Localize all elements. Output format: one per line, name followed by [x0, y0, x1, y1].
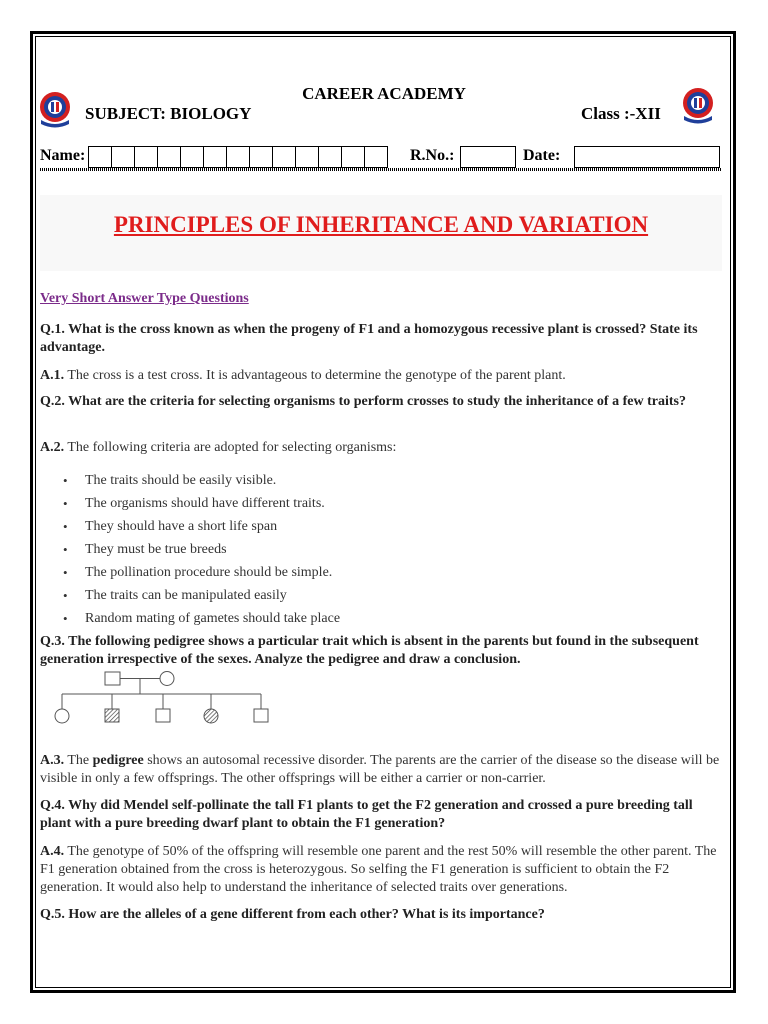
- child-female-unaffected: [55, 709, 69, 723]
- name-box[interactable]: [134, 146, 158, 168]
- name-box[interactable]: [318, 146, 342, 168]
- list-item: • They should have a short life span: [85, 518, 725, 541]
- list-item: • Random mating of gametes should take place: [85, 610, 725, 633]
- answer-3: [40, 752, 720, 788]
- child-male-affected: [105, 709, 119, 722]
- name-box[interactable]: [272, 146, 296, 168]
- answer-2: [40, 439, 720, 457]
- criteria-list: [40, 472, 725, 633]
- name-box[interactable]: [180, 146, 204, 168]
- answer-3-keyword: pedigree: [92, 753, 144, 768]
- question-2: Q.2. What are the criteria for selecting organisms to perform crosses to study the inheritance of a few traits?: [40, 394, 686, 409]
- rno-label: R.No.:: [410, 147, 455, 164]
- pedigree-diagram: [48, 668, 278, 726]
- answer-2-label: A.2.: [40, 440, 65, 455]
- question-5: Q.5. How are the alleles of a gene different from each other? What is its importance?: [40, 907, 545, 922]
- name-box[interactable]: [295, 146, 319, 168]
- list-item: • They must be true breeds: [85, 541, 725, 564]
- answer-4-text: The genotype of 50% of the offspring will resemble one parent and the rest 50% will resemble the other parent. The F1 generation obtained from the cross is heterozygous. So selfing the F1 generation is sufficient to obtain the F2 generation. It would also help to understand the inheritance of selected traits over generations.: [40, 844, 717, 895]
- section-heading: Very Short Answer Type Questions: [40, 291, 249, 306]
- subject-label: SUBJECT: BIOLOGY: [85, 104, 252, 123]
- student-info-row: [40, 144, 722, 170]
- list-item: • The pollination procedure should be simple.: [85, 564, 725, 587]
- answer-3-label: A.3.: [40, 753, 65, 768]
- page-title: PRINCIPLES OF INHERITANCE AND VARIATION: [113, 212, 649, 237]
- answer-2-text: The following criteria are adopted for selecting organisms:: [64, 440, 397, 455]
- child-male-unaffected: [156, 709, 170, 722]
- answer-4: [40, 843, 720, 897]
- name-boxes[interactable]: [89, 146, 388, 168]
- name-box[interactable]: [226, 146, 250, 168]
- question-4: Q.4. Why did Mendel self-pollinate the tall F1 plants to get the F2 generation and crossed a pure breeding tall plant with a pure breeding dwarf plant to obtain the F1 generation?: [40, 798, 693, 831]
- answer-3-pre: The: [64, 753, 93, 768]
- list-item: • The traits can be manipulated easily: [85, 587, 725, 610]
- name-box[interactable]: [364, 146, 388, 168]
- name-box[interactable]: [341, 146, 365, 168]
- question-1: Q.1. What is the cross known as when the progeny of F1 and a homozygous recessive plant is crossed? State its advantage.: [40, 322, 698, 355]
- answer-1: [40, 367, 720, 385]
- date-box[interactable]: [574, 146, 720, 168]
- name-box[interactable]: [88, 146, 112, 168]
- name-box[interactable]: [111, 146, 135, 168]
- answer-1-label: A.1.: [40, 368, 65, 383]
- answer-1-text: The cross is a test cross. It is advantageous to determine the genotype of the parent plant.: [64, 368, 566, 383]
- answer-4-label: A.4.: [40, 844, 65, 859]
- name-box[interactable]: [157, 146, 181, 168]
- list-item: • The traits should be easily visible.: [85, 472, 725, 495]
- name-label: Name:: [40, 147, 86, 164]
- academy-name: CAREER ACADEMY: [302, 84, 466, 103]
- class-label: Class :-XII: [581, 104, 661, 123]
- date-label: Date:: [523, 147, 561, 164]
- rno-box[interactable]: [460, 146, 516, 168]
- list-item: • The organisms should have different traits.: [85, 495, 725, 518]
- name-box[interactable]: [203, 146, 227, 168]
- name-box[interactable]: [249, 146, 273, 168]
- parent-female: [160, 672, 174, 686]
- answer-3-text: shows an autosomal recessive disorder. The parents are the carrier of the disease so the disease will be visible in only a few offsprings. The other offsprings will be either a carrier or non-carrier.: [40, 753, 720, 786]
- dotted-separator: [40, 168, 722, 171]
- parent-male: [105, 672, 120, 685]
- child-male-unaffected: [254, 709, 268, 722]
- question-3: Q.3. The following pedigree shows a particular trait which is absent in the parents but found in the subsequent generation irrespective of the sexes. Analyze the pedigree and draw a conclusion.: [40, 634, 699, 667]
- child-female-affected: [204, 709, 218, 723]
